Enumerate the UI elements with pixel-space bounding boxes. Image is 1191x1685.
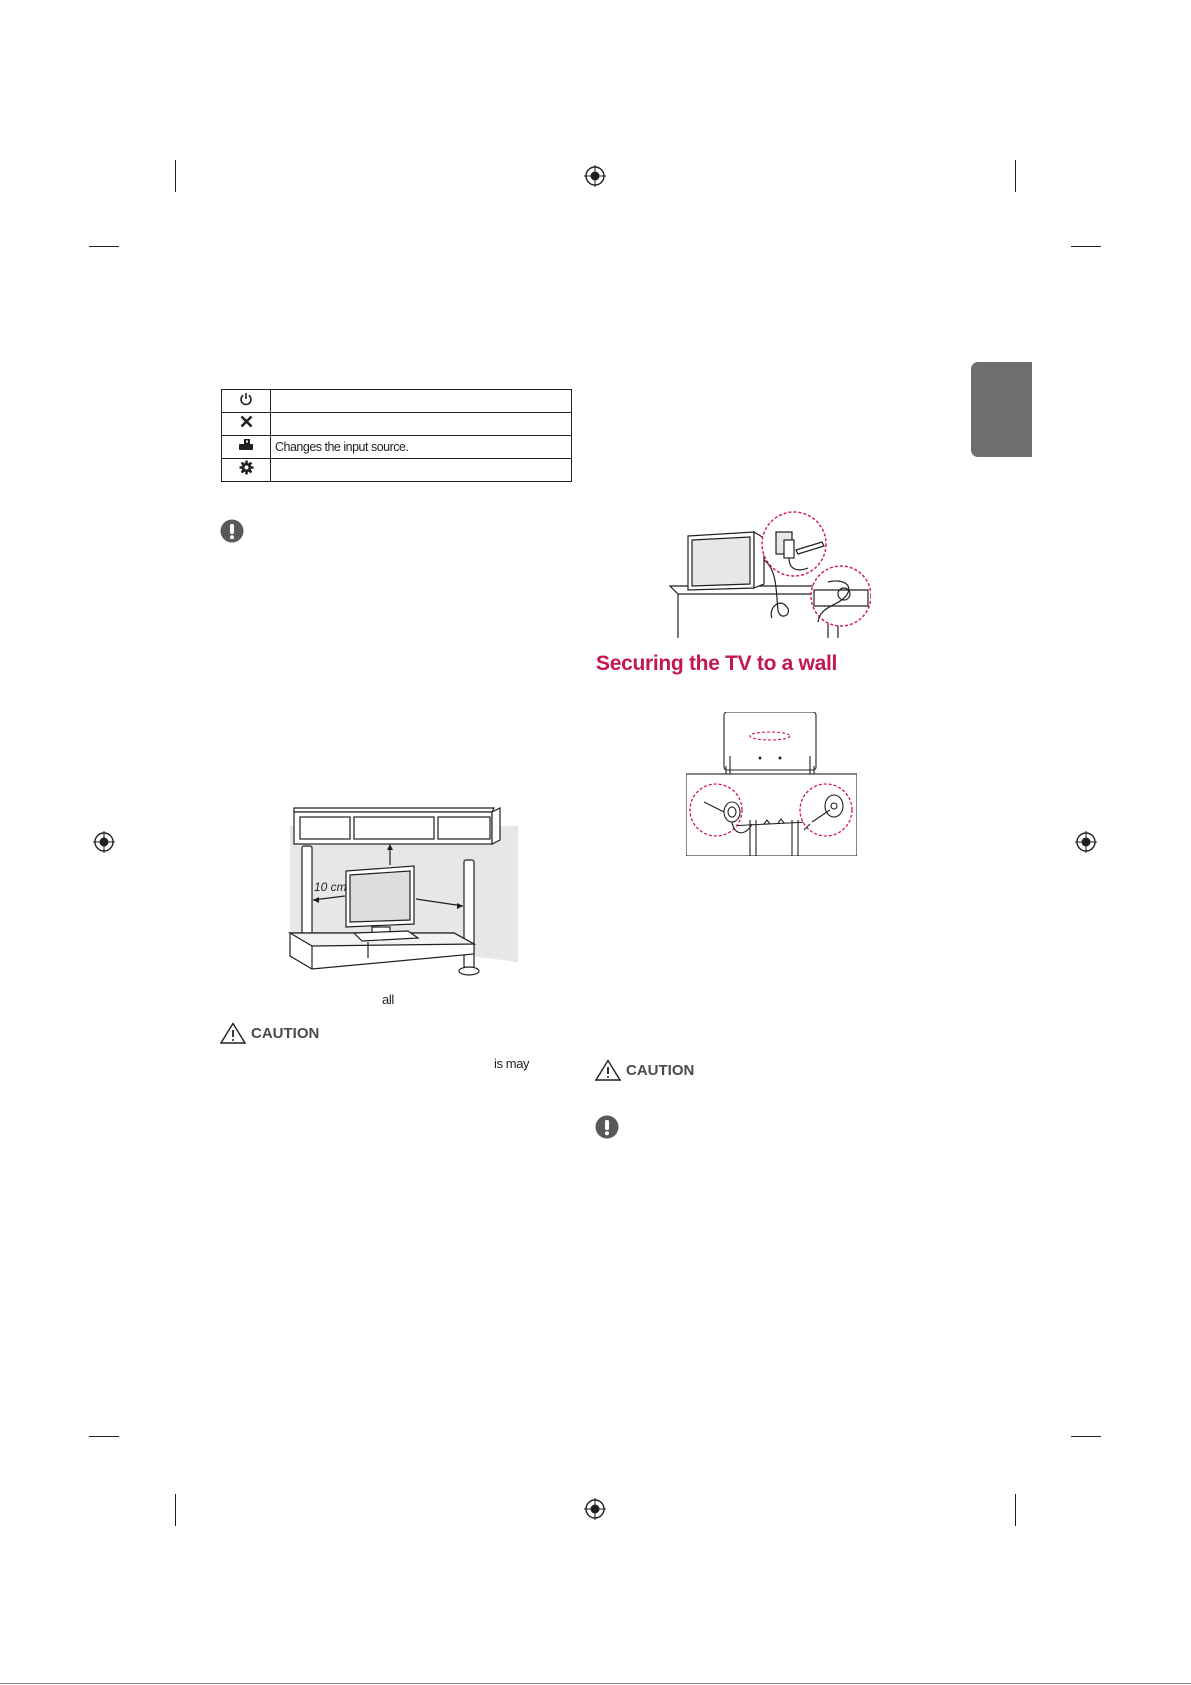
input-source-icon xyxy=(238,438,254,452)
table-row xyxy=(222,459,572,482)
crop-mark-bottom-right-horizontal xyxy=(1071,1436,1101,1437)
table-cell xyxy=(271,459,572,482)
note-icon xyxy=(595,1115,619,1139)
button-function-table xyxy=(221,389,572,482)
registration-mark-icon xyxy=(584,165,606,187)
crop-mark-bottom-left-vertical xyxy=(175,1494,176,1526)
table-cell xyxy=(271,413,572,436)
caution-title: CAUTION xyxy=(251,1024,320,1042)
table-cell xyxy=(271,390,572,413)
table-cell: Changes the input source. xyxy=(271,436,572,459)
crop-mark-top-right-horizontal xyxy=(1071,246,1101,247)
crop-mark-top-left-vertical xyxy=(175,160,176,192)
caution-title: CAUTION xyxy=(626,1061,695,1079)
table-row xyxy=(222,390,572,413)
tv-clearance-illustration xyxy=(268,796,524,980)
warning-triangle-icon xyxy=(595,1059,621,1081)
figure-dimension-label: 10 cm xyxy=(314,880,347,894)
security-cable-illustration xyxy=(668,510,871,638)
registration-mark-icon xyxy=(1075,831,1097,853)
registration-mark-icon xyxy=(584,1498,606,1520)
caution-label-right xyxy=(595,1059,694,1081)
crop-mark-bottom-right-vertical xyxy=(1015,1494,1016,1526)
note-icon xyxy=(220,519,244,543)
figure-caption-fragment: all xyxy=(382,992,394,1007)
warning-triangle-icon xyxy=(220,1022,246,1044)
crop-mark-bottom-left-horizontal xyxy=(89,1436,119,1437)
wall-bracket-illustration xyxy=(686,712,857,856)
section-heading: Securing the TV to a wall xyxy=(596,652,838,675)
caution-text-fragment: is may xyxy=(494,1056,530,1071)
crop-mark-top-right-vertical xyxy=(1015,160,1016,192)
page-bottom-rule xyxy=(0,1683,1191,1684)
crop-mark-top-left-horizontal xyxy=(89,246,119,247)
table-row xyxy=(222,436,572,459)
language-side-tab xyxy=(971,362,1032,457)
table-row xyxy=(222,413,572,436)
close-icon xyxy=(240,415,253,428)
caution-label-left xyxy=(220,1022,319,1044)
settings-gear-icon xyxy=(239,460,254,475)
power-icon xyxy=(239,392,253,406)
registration-mark-icon xyxy=(93,831,115,853)
